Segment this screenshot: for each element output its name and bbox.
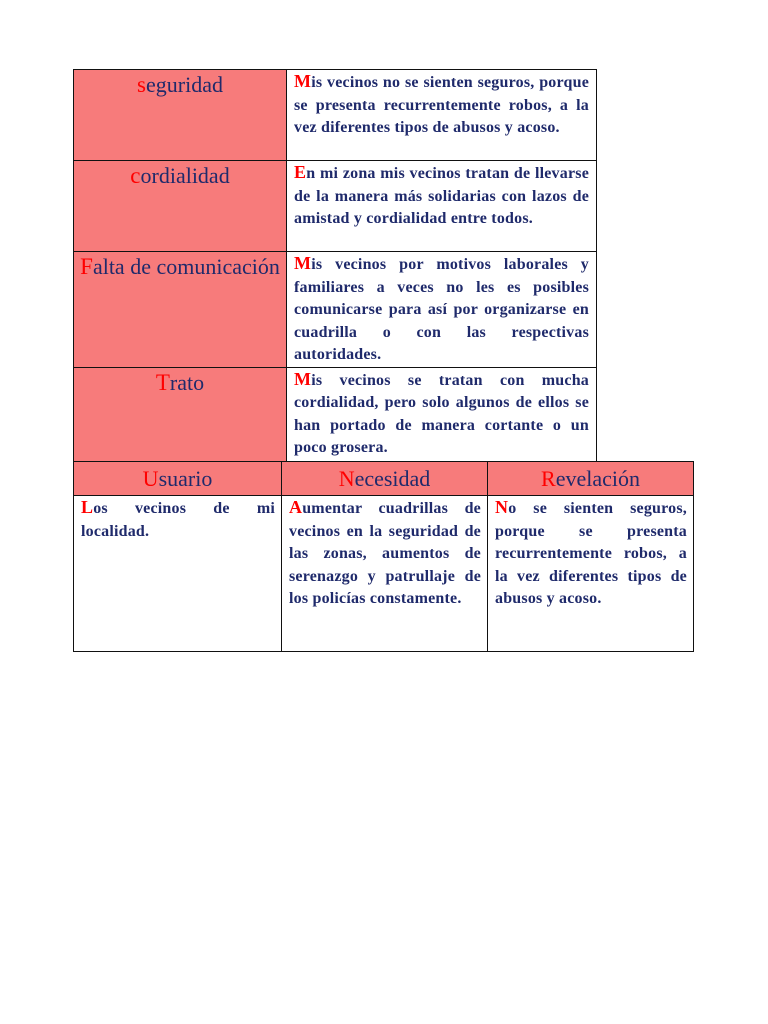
attribute-description: En mi zona mis vecinos tratan de llevarse de la manera más solidarias con lazos de amistad y cordialidad entre todos.	[287, 161, 597, 252]
attributes-table	[73, 69, 597, 465]
needs-content-row	[74, 496, 694, 652]
header-revelacion: Revelación	[488, 462, 694, 496]
needs-table	[73, 461, 694, 652]
cell-revelacion: No se sienten seguros, porque se presenta recurrentemente robos, a la vez diferentes tipos de abusos y acoso.	[488, 496, 694, 652]
attribute-row	[74, 70, 597, 161]
attribute-label: Falta de comunicación	[74, 252, 287, 368]
cell-usuario: Los vecinos de mi localidad.	[74, 496, 282, 652]
attribute-description: Mis vecinos no se sienten seguros, porque se presenta recurrentemente robos, a la vez diferentes tipos de abusos y acoso.	[287, 70, 597, 161]
attribute-row	[74, 252, 597, 368]
attribute-label: Trato	[74, 367, 287, 464]
header-usuario: Usuario	[74, 462, 282, 496]
attribute-label: cordialidad	[74, 161, 287, 252]
attribute-description: Mis vecinos por motivos laborales y familiares a veces no les es posibles comunicarse para así por organizarse en cuadrilla o con las respectivas autoridades.	[287, 252, 597, 368]
attribute-row	[74, 161, 597, 252]
attribute-label: seguridad	[74, 70, 287, 161]
cell-necesidad: Aumentar cuadrillas de vecinos en la seguridad de las zonas, aumentos de serenazgo y patrullaje de los policías constamente.	[282, 496, 488, 652]
header-necesidad: Necesidad	[282, 462, 488, 496]
attribute-description: Mis vecinos se tratan con mucha cordialidad, pero solo algunos de ellos se han portado de manera cortante o un poco grosera.	[287, 367, 597, 464]
needs-header-row	[74, 462, 694, 496]
attribute-row	[74, 367, 597, 464]
